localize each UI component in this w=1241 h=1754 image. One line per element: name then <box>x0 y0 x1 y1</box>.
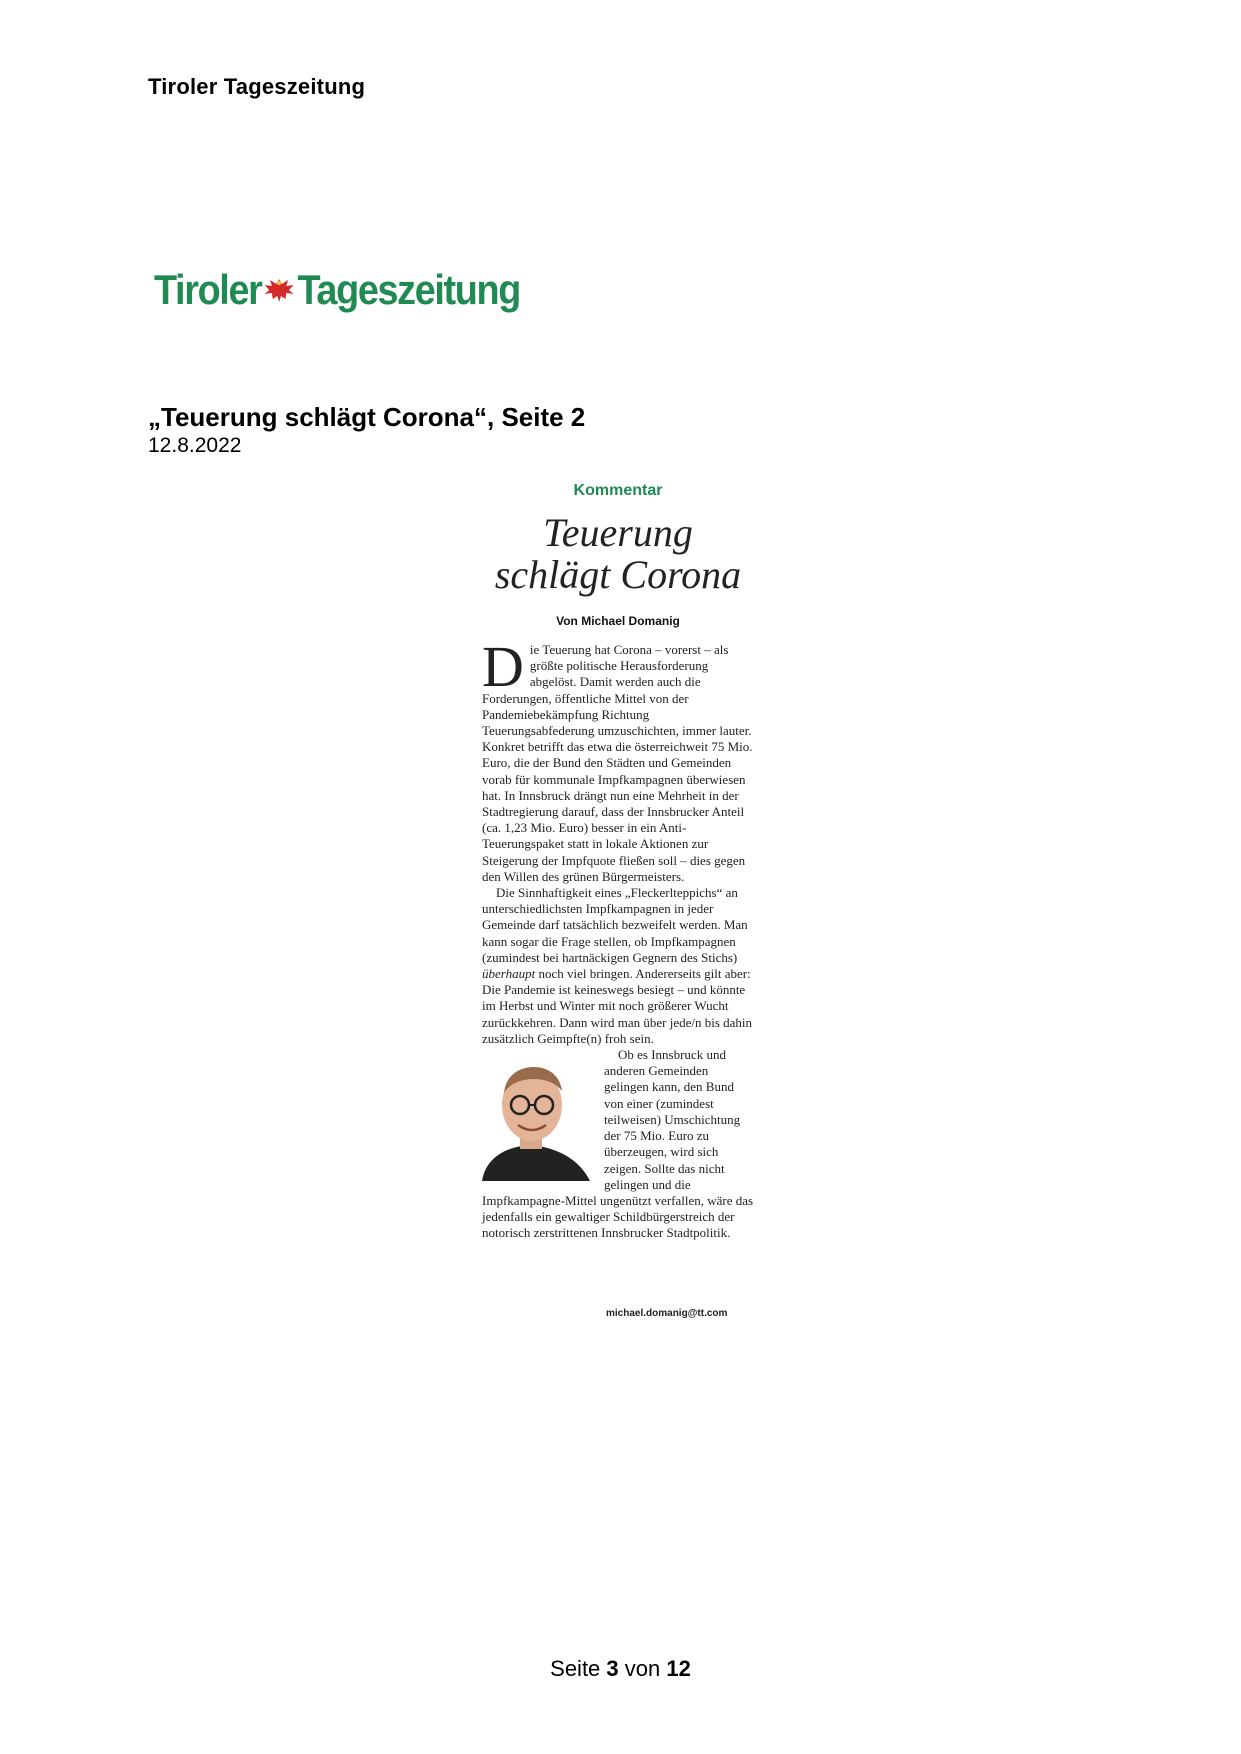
newspaper-logo <box>154 262 520 318</box>
headline-line-2: schlägt Corona <box>494 552 742 597</box>
drop-cap: D <box>482 634 524 699</box>
publication-name: Tiroler Tageszeitung <box>148 74 366 99</box>
paragraph-3 <box>482 1047 754 1241</box>
paragraph-2-text-b: noch viel bringen. Andererseits gilt aber: Die Pandemie ist keineswegs besiegt – und könnte im Herbst und Winter mit noch größerer Wucht zurückkehren. Dann wird man über jede/n bis dahin zusätzlich Geimpfte(n) froh sein. <box>482 966 753 1046</box>
page-current: 3 <box>606 1656 619 1681</box>
headline-line-1: Teuerung <box>543 510 693 555</box>
article-body <box>482 634 754 1242</box>
page-prefix: Seite <box>550 1656 607 1681</box>
paragraph-1 <box>482 634 754 885</box>
logo-right-text: Tageszeitung <box>297 266 521 313</box>
article-kicker: Kommentar <box>573 482 663 499</box>
page-middle: von <box>618 1656 667 1681</box>
document-date: 12.8.2022 <box>148 434 242 457</box>
logo-left-text: Tiroler <box>154 266 262 313</box>
paragraph-3-text: Ob es Innsbruck und anderen Gemeinden gelingen kann, den Bund von einer (zumindest teilweisen) Umschichtung der 75 Mio. Euro zu überzeugen, wird sich zeigen. Sollte das nicht gelingen und die Impfkampagne-Mittel ungenützt verfallen, wäre das jedenfalls ein gewaltiger Schildbürgerstreich der notorisch zerstrittenen Innsbrucker Stadtpolitik. <box>482 1047 754 1241</box>
document-title: „Teuerung schlägt Corona“, Seite 2 <box>148 402 586 432</box>
tyrolean-eagle-icon <box>263 275 295 305</box>
author-photo <box>472 1053 598 1181</box>
paragraph-1-text: ie Teuerung hat Corona – vorerst – als größte politische Herausforderung abgelöst. Damit werden auch die Forderungen, öffentliche Mittel von der Pandemiebekämpfung Richtung Teuerungsabfederung umzuschichten, immer lauter. Konkret betrifft das etwa die österreichweit 75 Mio. Euro, die der Bund den Städten und Gemeinden vorab für kommunale Impfkampagnen überwiesen hat. In Innsbruck drängt nun eine Mehrheit in der Stadtregierung darauf, dass der Innsbrucker Anteil (ca. 1,23 Mio. Euro) besser in ein Anti-Teuerungspaket statt in lokale Aktionen zur Steigerung der Impfquote fließen soll – dies gegen den Willen des grünen Bürgermeisters. <box>482 642 753 884</box>
paragraph-2-text-a: Die Sinnhaftigkeit eines „Fleckerlteppichs“ an unterschiedlichsten Impfkampagnen in jeder Gemeinde darf tatsächlich bezweifelt werden. Man kann sogar die Frage stellen, ob Impfkampagnen (zumindest bei hartnäckigen Gegnern des Stichs) <box>482 885 748 965</box>
paragraph-2-emphasis: überhaupt <box>482 966 536 982</box>
article-byline: Von Michael Domanig <box>556 614 680 628</box>
page-number <box>0 1656 1241 1682</box>
paragraph-2 <box>482 885 754 1047</box>
author-email: michael.domanig@tt.com <box>606 1308 728 1319</box>
page-total: 12 <box>666 1656 691 1681</box>
article-headline <box>472 512 764 596</box>
article-clipping <box>472 478 764 1348</box>
